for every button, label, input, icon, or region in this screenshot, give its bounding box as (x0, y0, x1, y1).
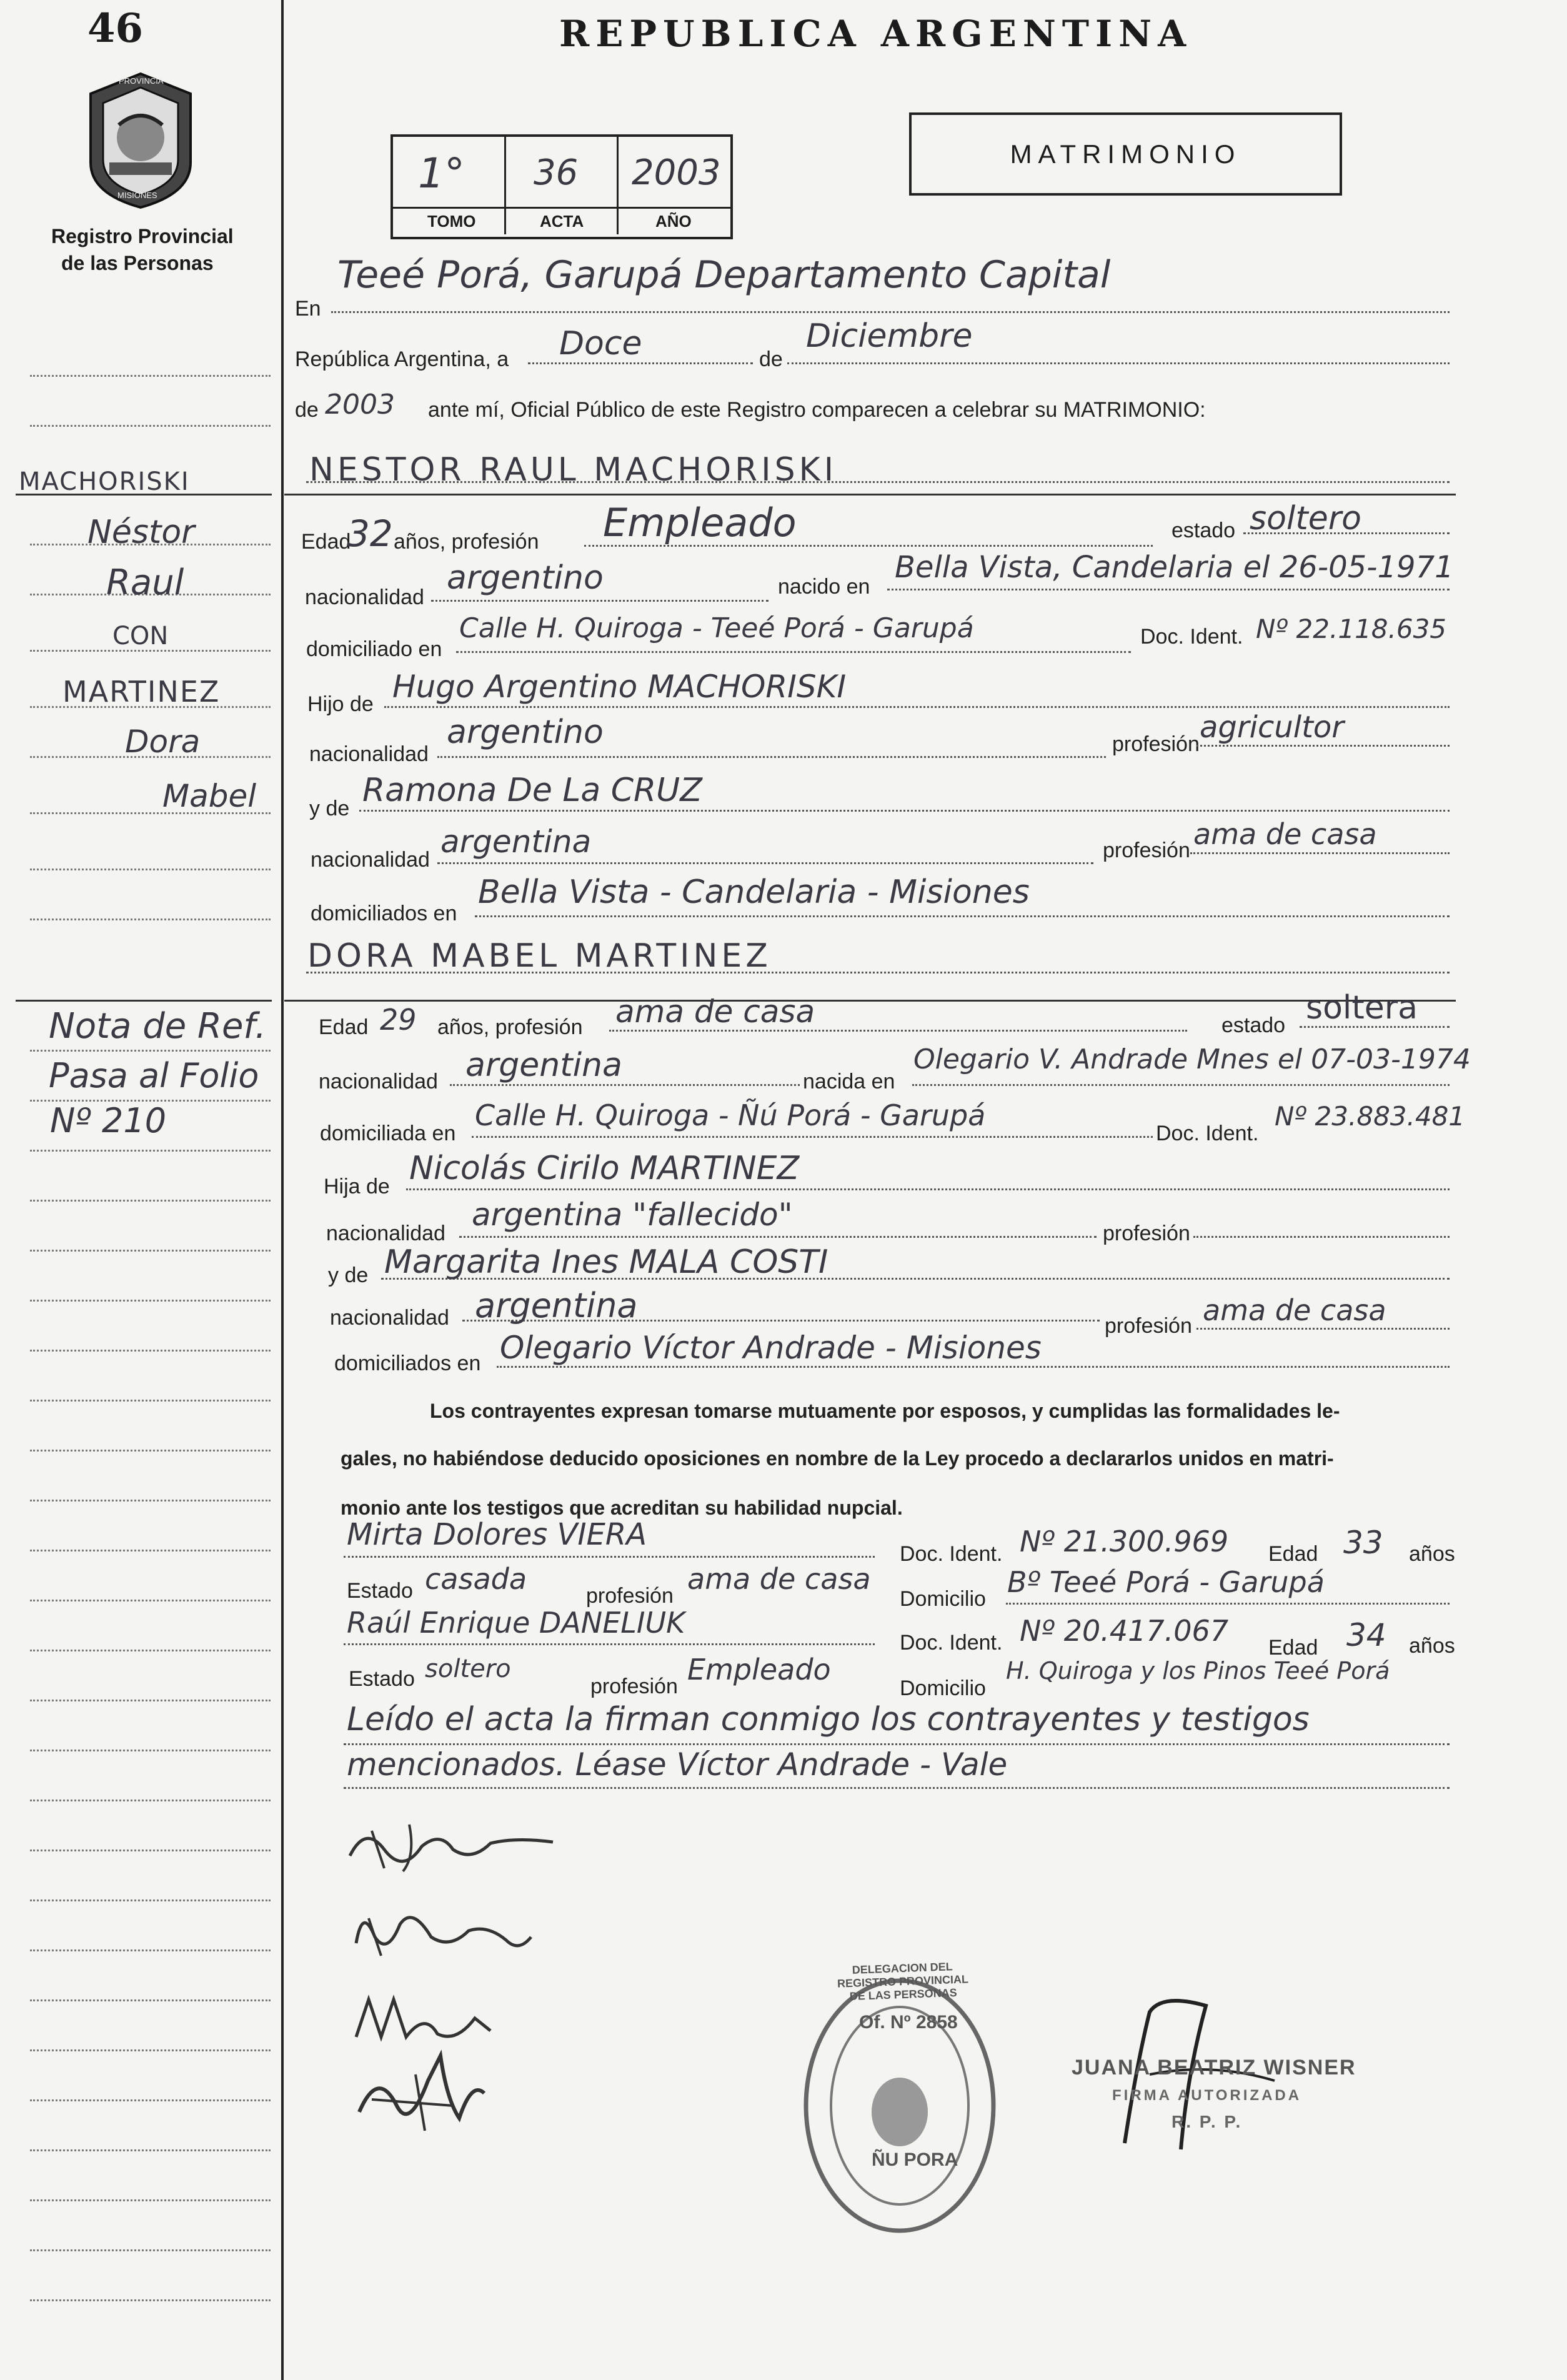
bride-mother: Margarita Ines MALA COSTI (384, 1243, 828, 1281)
bride-father-nac-label: nacionalidad (326, 1222, 445, 1245)
seal-text-top: PROVINCIA (119, 76, 164, 86)
witness1-anos-label: años (1409, 1542, 1455, 1566)
acta-value: 36 (534, 152, 579, 193)
groom-anos-prof-label: años, profesión (394, 530, 539, 554)
witness2-name: Raúl Enrique DANELIUK (347, 1606, 685, 1640)
record-type: MATRIMONIO (1010, 139, 1241, 169)
page-number: 46 (87, 5, 144, 52)
witness2-status: soltero (425, 1655, 511, 1683)
groom-nacido-label: nacido en (778, 575, 870, 599)
margin-bride-name1: Dora (125, 724, 201, 760)
groom-mother-nationality: argentina (440, 824, 592, 860)
signature-bride (350, 1893, 537, 1968)
groom-parents-address: Bella Vista - Candelaria - Misiones (478, 874, 1030, 911)
witness2-doc-label: Doc. Ident. (900, 1631, 1003, 1655)
ceremony-year: 2003 (325, 389, 395, 421)
margin-bride-surname: MARTINEZ (62, 675, 221, 709)
signature-witness2 (353, 2043, 490, 2143)
groom-mother-nac-label: nacionalidad (311, 848, 430, 872)
groom-edad-label: Edad (301, 530, 351, 554)
stamp-ring-text: DELEGACION DEL REGISTRO PROVINCIAL DE LAS PERSONAS (837, 1960, 969, 2003)
witness1-name: Mirta Dolores VIERA (347, 1517, 647, 1552)
bride-nacida-label: nacida en (803, 1070, 895, 1093)
groom-doc-label: Doc. Ident. (1140, 625, 1243, 649)
witness2-edad-label: Edad (1268, 1636, 1318, 1660)
bride-parents-address-label: domiciliados en (334, 1352, 481, 1375)
groom-nacionalidad-label: nacionalidad (305, 585, 424, 609)
margin-groom-surname: MACHORISKI (19, 467, 190, 496)
margin-note-line3: Nº 210 (50, 1101, 167, 1140)
groom-profession: Empleado (603, 500, 797, 545)
witness1-address: Bº Teeé Porá - Garupá (1007, 1565, 1325, 1599)
groom-domiciliado-label: domiciliado en (306, 637, 442, 661)
witness2-address: H. Quiroga y los Pinos Teeé Porá (1006, 1657, 1390, 1685)
record-id-table (391, 134, 733, 239)
witness1-estado-label: Estado (347, 1579, 413, 1603)
groom-father-prof-label: profesión (1112, 732, 1200, 756)
groom-civil-status: soltero (1250, 500, 1361, 537)
bride-age: 29 (380, 1003, 417, 1037)
tomo-label: TOMO (427, 212, 476, 231)
margin-groom-name2: Raul (106, 562, 184, 603)
bride-mother-label: y de (328, 1263, 369, 1287)
bride-father-nationality: argentina "fallecido" (472, 1197, 793, 1233)
registry-name-line1: Registro Provincial (51, 225, 234, 247)
bride-mother-prof-label: profesión (1105, 1314, 1192, 1338)
margin-groom-name1: Néstor (87, 514, 195, 551)
official-org: R. P. P. (1172, 2112, 1243, 2131)
stamp-center-top: Of. Nº 2858 (859, 2012, 958, 2033)
declaration-line1: Los contrayentes expresan tomarse mutuamente por esposos, y cumplidas las formalidades le- (430, 1400, 1340, 1422)
bride-estado-label: estado (1221, 1013, 1286, 1037)
bride-civil-status: soltera (1306, 989, 1418, 1027)
country-title: REPUBLICA ARGENTINA (559, 12, 1193, 55)
witness2-profesion-label: profesión (590, 1675, 678, 1698)
witness2-estado-label: Estado (349, 1667, 415, 1691)
tomo-value: 1° (418, 149, 465, 197)
bride-father-label: Hija de (324, 1175, 390, 1198)
ano-label: AÑO (655, 212, 692, 231)
bride-profession: ama de casa (615, 993, 815, 1030)
witness2-anos-label: años (1409, 1634, 1455, 1658)
bride-nacionalidad-label: nacionalidad (319, 1070, 438, 1093)
bride-edad-label: Edad (319, 1015, 369, 1039)
ceremony-place: Teeé Porá, Garupá Departamento Capital (337, 253, 1111, 297)
ano-value: 2003 (632, 152, 721, 193)
groom-mother: Ramona De La CRUZ (362, 772, 702, 809)
bride-parents-address: Olegario Víctor Andrade - Misiones (500, 1330, 1042, 1366)
witness1-doc: Nº 21.300.969 (1020, 1525, 1229, 1558)
bride-full-name: DORA MABEL MARTINEZ (307, 937, 772, 975)
groom-address: Calle H. Quiroga - Teeé Porá - Garupá (459, 612, 974, 644)
bride-mother-nationality: argentina (475, 1286, 638, 1325)
official-name: JUANA BEATRIZ WISNER (1072, 2056, 1356, 2079)
groom-father-label: Hijo de (307, 692, 374, 716)
groom-father-nac-label: nacionalidad (309, 742, 429, 766)
bride-father-prof-label: profesión (1103, 1222, 1190, 1245)
groom-parents-address-label: domiciliados en (311, 902, 457, 925)
closing-line1: Leído el acta la firman conmigo los contrayentes y testigos (347, 1701, 1310, 1738)
bride-father: Nicolás Cirilo MARTINEZ (409, 1150, 800, 1187)
groom-nationality: argentino (447, 559, 604, 597)
groom-father-nationality: argentino (447, 714, 604, 751)
year-prefix: de (295, 398, 319, 422)
de-label: de (759, 347, 783, 371)
groom-mother-prof-label: profesión (1103, 839, 1190, 862)
appear-text: ante mí, Oficial Público de este Registro comparecen a celebrar su MATRIMONIO: (428, 398, 1206, 422)
declaration-line2: gales, no habiéndose deducido oposiciones en nombre de la Ley procedo a declararlos unidos en matri- (341, 1447, 1334, 1470)
bride-nationality: argentina (465, 1047, 622, 1084)
witness1-domicilio-label: Domicilio (900, 1587, 986, 1611)
margin-note-line2: Pasa al Folio (49, 1056, 259, 1095)
bride-address: Calle H. Quiroga - Ñú Porá - Garupá (475, 1098, 986, 1132)
witness2-profession: Empleado (687, 1653, 831, 1686)
groom-doc: Nº 22.118.635 (1256, 614, 1447, 644)
witness2-doc: Nº 20.417.067 (1020, 1614, 1229, 1648)
bride-birth: Olegario V. Andrade Mnes el 07-03-1974 (913, 1043, 1471, 1075)
bride-mother-profession: ama de casa (1203, 1293, 1386, 1327)
column-divider (281, 0, 284, 2380)
groom-estado-label: estado (1172, 519, 1236, 542)
signature-groom (347, 1812, 572, 1881)
bride-doc-label: Doc. Ident. (1156, 1122, 1259, 1145)
witness1-doc-label: Doc. Ident. (900, 1542, 1003, 1566)
witness1-age: 33 (1343, 1525, 1383, 1561)
witness1-edad-label: Edad (1268, 1542, 1318, 1566)
groom-mother-label: y de (309, 797, 350, 820)
witness1-profession: ama de casa (687, 1562, 871, 1596)
margin-bride-name2: Mabel (162, 778, 257, 814)
bride-domiciliada-label: domiciliada en (320, 1122, 456, 1145)
margin-con: CON (112, 622, 169, 650)
groom-age: 32 (347, 512, 393, 555)
ceremony-month: Diciembre (806, 317, 973, 355)
closing-line2: mencionados. Léase Víctor Andrade - Vale (347, 1746, 1008, 1783)
declaration-line3: monio ante los testigos que acreditan su habilidad nupcial. (341, 1496, 903, 1519)
margin-column (0, 0, 281, 2380)
bride-anos-prof-label: años, profesión (437, 1015, 583, 1039)
seal-text-bottom: MISIONES (117, 191, 157, 200)
margin-note-line1: Nota de Ref. (49, 1006, 266, 1047)
registry-name-line2: de las Personas (61, 252, 214, 274)
bride-doc: Nº 23.883.481 (1275, 1101, 1466, 1132)
witness1-status: casada (425, 1562, 527, 1596)
en-label: En (295, 297, 321, 321)
witness1-profesion-label: profesión (586, 1584, 674, 1608)
groom-father-profession: agricultor (1200, 710, 1345, 745)
ceremony-day: Doce (559, 325, 642, 362)
bride-mother-nac-label: nacionalidad (330, 1306, 449, 1330)
stamp-center-bottom: ÑU PORA (872, 2149, 958, 2170)
witness2-domicilio-label: Domicilio (900, 1676, 986, 1700)
official-role: FIRMA AUTORIZADA (1112, 2087, 1302, 2104)
groom-father: Hugo Argentino MACHORISKI (392, 669, 847, 705)
witness2-age: 34 (1346, 1617, 1386, 1653)
republica-label: República Argentina, a (295, 347, 509, 371)
groom-full-name: NESTOR RAUL MACHORISKI (309, 451, 838, 489)
acta-label: ACTA (540, 212, 584, 231)
groom-mother-profession: ama de casa (1193, 817, 1377, 851)
groom-birth: Bella Vista, Candelaria el 26-05-1971 (895, 550, 1454, 585)
record-type-box (909, 112, 1342, 196)
